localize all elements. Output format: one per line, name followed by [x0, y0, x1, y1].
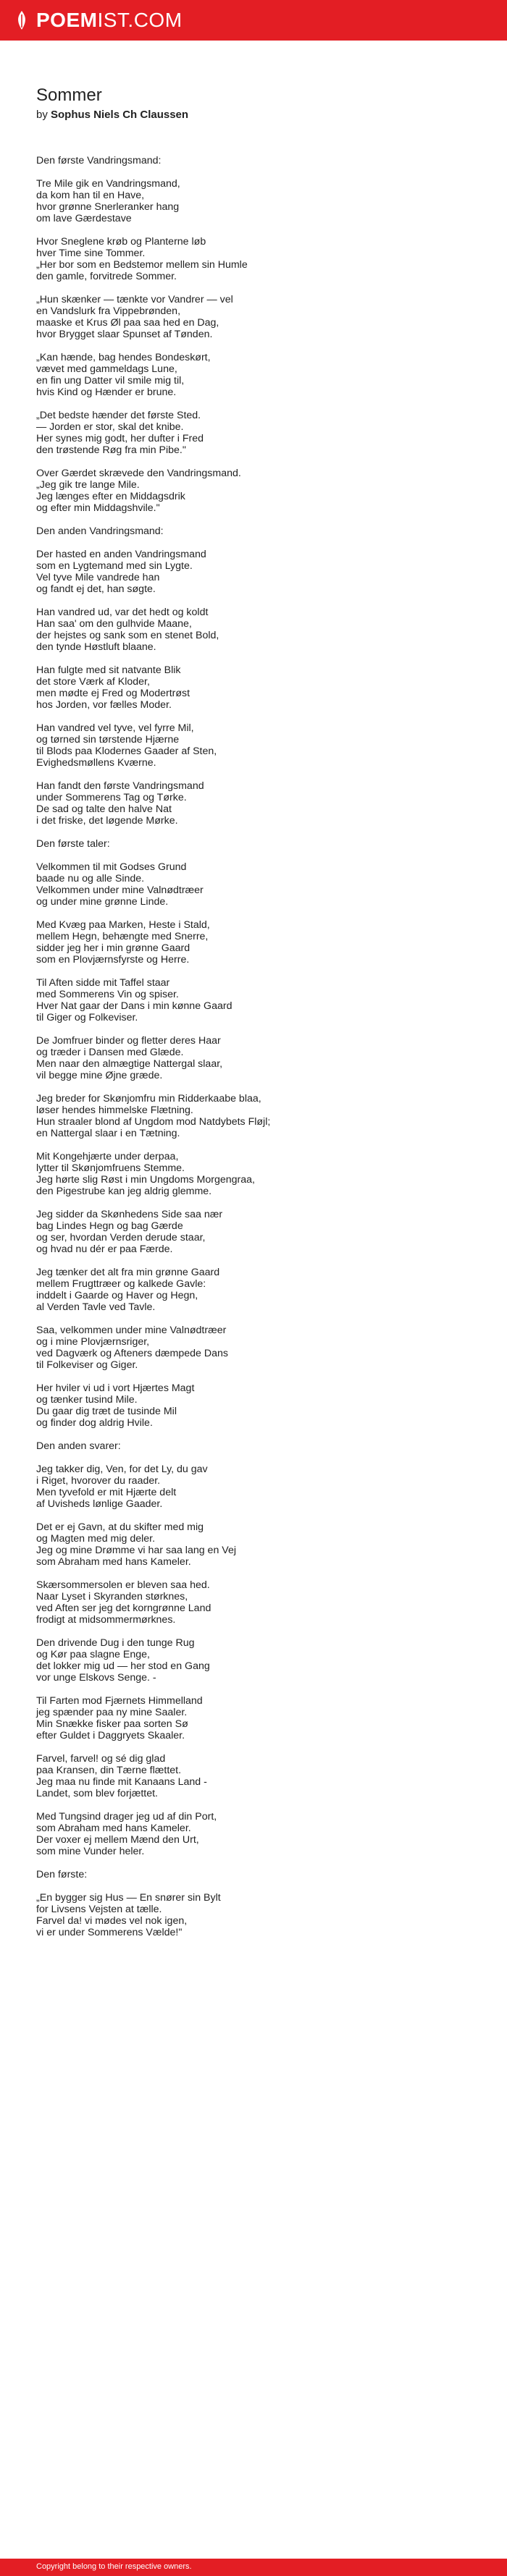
poem-line: Det er ej Gavn, at du skifter med mig: [36, 1521, 204, 1533]
poem-stanza: [36, 780, 471, 827]
poem-stanza: [36, 607, 471, 653]
poem-stanza: [36, 352, 471, 398]
poem-line: Jeg hørte slig Røst i min Ungdoms Morgengraa,: [36, 1174, 255, 1186]
poem-line: inddelt i Gaarde og Haver og Hegn,: [36, 1290, 198, 1301]
poem-stanza: [36, 1093, 471, 1139]
poem-line: til Blods paa Klodernes Gaader af Sten,: [36, 746, 217, 757]
poem-stanza: [36, 1035, 471, 1081]
poem-line: Min Snække fisker paa sorten Sø: [36, 1718, 188, 1730]
poem-stanza: [36, 1151, 471, 1197]
poem-line: Vel tyve Mile vandrede han: [36, 572, 160, 583]
poem-line: hvis Kind og Hænder er brune.: [36, 387, 177, 398]
poem-line: under Sommerens Tag og Tørke.: [36, 792, 187, 803]
poem-stanza: [36, 1811, 471, 1857]
poem-line: Med Tungsind drager jeg ud af din Port,: [36, 1811, 217, 1823]
poem-line: som mine Vunder heler.: [36, 1846, 145, 1857]
poem-line: Der hasted en anden Vandringsmand: [36, 549, 206, 560]
poem-line: Her hviler vi ud i vort Hjærtes Magt: [36, 1382, 195, 1394]
poem-stanza: [36, 1267, 471, 1313]
poem-line: baade nu og alle Sinde.: [36, 873, 145, 884]
poem-line: Men tyvefold er mit Hjærte delt: [36, 1487, 177, 1498]
poem-line: mellem Frugttræer og kalkede Gavle:: [36, 1278, 206, 1290]
poem-line: hvor Brygget slaar Spunset af Tønden.: [36, 329, 213, 340]
poem-line: som Abraham med hans Kameler.: [36, 1823, 191, 1834]
poem-stanza: [36, 1464, 471, 1510]
poem-line: Jeg tænker det alt fra min grønne Gaard: [36, 1267, 220, 1278]
poem-line: da kom han til en Have,: [36, 190, 145, 201]
poem-line: Jeg og mine Drømme vi har saa lang en Vej: [36, 1545, 236, 1556]
poem-line: „Hun skænker — tænkte vor Vandrer — vel: [36, 294, 233, 305]
poem-line: De sad og talte den halve Nat: [36, 803, 172, 815]
copyright-notice: Copyright belong to their respective owners.: [36, 2562, 192, 2571]
poem-line: „Her bor som en Bedstemor mellem sin Humle: [36, 259, 248, 271]
poem-line: og Kør paa slagne Enge,: [36, 1649, 150, 1660]
poem-line: hos Jorden, vor fælles Moder.: [36, 699, 172, 711]
poem-line: som en Lygtemand med sin Lygte.: [36, 560, 193, 572]
poem-line: Velkommen under mine Valnødtræer: [36, 884, 204, 896]
poem-line: Han saa' om den gulhvide Maane,: [36, 618, 192, 630]
poem-line: i Riget, hvorover du raader.: [36, 1475, 161, 1487]
poem-line: en fin ung Datter vil smile mig til,: [36, 375, 185, 387]
poem-line: Han fandt den første Vandringsmand: [36, 780, 204, 792]
poem-line: „Jeg gik tre lange Mile.: [36, 479, 140, 491]
poem-line: frodigt at midsommermørknes.: [36, 1614, 176, 1626]
site-logo[interactable]: [13, 9, 183, 32]
poem-byline: [36, 109, 188, 121]
poem-stanza: [36, 664, 471, 711]
poem-line: Hver Nat gaar der Dans i min kønne Gaard: [36, 1000, 232, 1012]
poem-line: Jeg breder for Skønjomfru min Ridderkaabe blaa,: [36, 1093, 261, 1105]
poem-line: Med Kvæg paa Marken, Heste i Stald,: [36, 919, 210, 931]
poem-line: Mit Kongehjærte under derpaa,: [36, 1151, 179, 1162]
poem-stanza: [36, 155, 471, 166]
poem-stanza: [36, 1325, 471, 1371]
byline-prefix: by: [36, 109, 51, 121]
poem-stanza: [36, 410, 471, 456]
poem-line: Den anden svarer:: [36, 1440, 121, 1452]
poem-stanza: [36, 1382, 471, 1429]
poem-line: den gamle, forvitrede Sommer.: [36, 271, 177, 282]
poem-line: Den drivende Dug i den tunge Rug: [36, 1637, 195, 1649]
poem-line: løser hendes himmelske Flætning.: [36, 1105, 193, 1116]
poem-line: Farvel da! vi mødes vel nok igen,: [36, 1915, 188, 1927]
poem-stanza: [36, 1869, 471, 1880]
poem-line: Jeg længes efter en Middagsdrik: [36, 491, 185, 502]
site-header: [0, 0, 507, 41]
poem-line: og træder i Dansen med Glæde.: [36, 1047, 184, 1058]
poem-line: Han fulgte med sit natvante Blik: [36, 664, 181, 676]
poem-line: Jeg sidder da Skønhedens Side saa nær: [36, 1209, 223, 1220]
poem-line: paa Kransen, din Tærne flættet.: [36, 1765, 182, 1776]
poem-line: Farvel, farvel! og sé dig glad: [36, 1753, 166, 1765]
poem-line: De Jomfruer binder og fletter deres Haar: [36, 1035, 221, 1047]
poem-line: den trøstende Røg fra min Pibe.": [36, 444, 186, 456]
poem-line: Her synes mig godt, her dufter i Fred: [36, 433, 204, 444]
poem-line: „Det bedste hænder det første Sted.: [36, 410, 201, 421]
poem-stanza: [36, 525, 471, 537]
poem-line: det store Værk af Kloder,: [36, 676, 150, 688]
poem-line: Den første Vandringsmand:: [36, 155, 162, 166]
poem-stanza: [36, 468, 471, 514]
poem-line: Den anden Vandringsmand:: [36, 525, 164, 537]
poem-line: den tynde Høstluft blaane.: [36, 641, 156, 653]
logo-wordmark-bold: POEM: [36, 9, 98, 31]
poem-line: hver Time sine Tommer.: [36, 248, 146, 259]
poem-stanza: [36, 977, 471, 1023]
poem-line: — Jorden er stor, skal det knibe.: [36, 421, 184, 433]
poem-stanza: [36, 1209, 471, 1255]
poem-line: vor unge Elskovs Senge. -: [36, 1672, 156, 1684]
poem-line: efter Guldet i Daggryets Skaaler.: [36, 1730, 185, 1741]
poem-line: af Uvisheds lønlige Gaader.: [36, 1498, 163, 1510]
poem-line: og hvad nu dér er paa Færde.: [36, 1243, 173, 1255]
poem-line: maaske et Krus Øl paa saa hed en Dag,: [36, 317, 219, 329]
poem-line: Over Gærdet skrævede den Vandringsmand.: [36, 468, 241, 479]
poem-line: hvor grønne Snerleranker hang: [36, 201, 180, 213]
poem-line: Skærsommersolen er bleven saa hed.: [36, 1579, 210, 1591]
poem-line: til Giger og Folkeviser.: [36, 1012, 138, 1023]
poem-line: Den første:: [36, 1869, 88, 1880]
poem-line: og Magten med mig deler.: [36, 1533, 156, 1545]
poem-stanza: [36, 236, 471, 282]
poem-line: al Verden Tavle ved Tavle.: [36, 1301, 156, 1313]
poem-line: Tre Mile gik en Vandringsmand,: [36, 178, 180, 190]
poem-line: som Abraham med hans Kameler.: [36, 1556, 191, 1568]
poem-stanza: [36, 722, 471, 769]
poem-line: Jeg maa nu finde mit Kanaans Land -: [36, 1776, 207, 1788]
poem-line: Men naar den almægtige Nattergal slaar,: [36, 1058, 223, 1070]
poem-line: vil begge mine Øjne græde.: [36, 1070, 163, 1081]
poem-stanza: [36, 1637, 471, 1684]
poem-line: mellem Hegn, behængte med Snerre,: [36, 931, 209, 942]
poem-line: jeg spænder paa ny mine Saaler.: [36, 1707, 188, 1718]
poem-line: og tænker tusind Mile.: [36, 1394, 138, 1406]
poem-line: „En bygger sig Hus — En snører sin Bylt: [36, 1892, 221, 1904]
author-link[interactable]: Sophus Niels Ch Claussen: [51, 109, 189, 121]
poem-stanza: [36, 1440, 471, 1452]
poem-line: vi er under Sommerens Vælde!": [36, 1927, 183, 1938]
poem-stanza: [36, 549, 471, 595]
poem-line: Velkommen til mit Godses Grund: [36, 861, 187, 873]
poem-stanza: [36, 838, 471, 850]
poem-stanza: [36, 1579, 471, 1626]
poem-line: bag Lindes Hegn og bag Gærde: [36, 1220, 183, 1232]
poem-line: Naar Lyset i Skyranden størknes,: [36, 1591, 188, 1602]
poem-line: om lave Gærdestave: [36, 213, 132, 224]
poem-line: og finder dog aldrig Hvile.: [36, 1417, 153, 1429]
poem-line: men mødte ej Fred og Modertrøst: [36, 688, 190, 699]
poem-stanza: [36, 861, 471, 908]
poem-line: for Livsens Vejsten at tælle.: [36, 1904, 162, 1915]
poem-stanza: [36, 178, 471, 224]
poem-line: Der voxer ej mellem Mænd den Urt,: [36, 1834, 199, 1846]
poem-line: Han vandred ud, var det hedt og koldt: [36, 607, 209, 618]
poem-line: sidder jeg her i min grønne Gaard: [36, 942, 190, 954]
poem-line: den Pigestrube kan jeg aldrig glemme.: [36, 1186, 212, 1197]
poem-body: [36, 155, 471, 1950]
poem-line: Den første taler:: [36, 838, 110, 850]
poem-line: og i mine Plovjærnsriger,: [36, 1336, 150, 1348]
poem-line: Han vandred vel tyve, vel fyrre Mil,: [36, 722, 194, 734]
poem-line: med Sommerens Vin og spiser.: [36, 989, 179, 1000]
poem-line: Evighedsmøllens Kværne.: [36, 757, 156, 769]
poem-line: som en Plovjærnsfyrste og Herre.: [36, 954, 190, 966]
poem-line: Til Aften sidde mit Taffel staar: [36, 977, 170, 989]
poem-stanza: [36, 1753, 471, 1799]
poem-stanza: [36, 1892, 471, 1938]
poem-line: og ser, hvordan Verden derude staar,: [36, 1232, 206, 1243]
poem-line: Jeg takker dig, Ven, for det Ly, du gav: [36, 1464, 208, 1475]
poem-line: og under mine grønne Linde.: [36, 896, 169, 908]
poem-line: en Nattergal slaar i en Tætning.: [36, 1128, 180, 1139]
poem-stanza: [36, 1521, 471, 1568]
poem-line: og fandt ej det, han søgte.: [36, 583, 156, 595]
poem-line: Hun straaler blond af Ungdom mod Natdybets Fløjl;: [36, 1116, 271, 1128]
poem-line: det lokker mig ud — her stod en Gang: [36, 1660, 210, 1672]
poem-line: „Kan hænde, bag hendes Bondeskørt,: [36, 352, 211, 363]
poem-line: i det friske, det løgende Mørke.: [36, 815, 178, 827]
poem-line: Landet, som blev forjættet.: [36, 1788, 158, 1799]
poem-line: Til Farten mod Fjærnets Himmelland: [36, 1695, 203, 1707]
poem-line: ved Dagværk og Afteners dæmpede Dans: [36, 1348, 228, 1359]
poem-line: der hejstes og sank som en stenet Bold,: [36, 630, 219, 641]
quill-icon: [13, 10, 30, 30]
poem-stanza: [36, 919, 471, 966]
poem-line: Du gaar dig træt de tusinde Mil: [36, 1406, 177, 1417]
poem-stanza: [36, 294, 471, 340]
poem-line: ved Aften ser jeg det korngrønne Land: [36, 1602, 211, 1614]
poem-line: og tørned sin tørstende Hjærne: [36, 734, 180, 746]
poem-line: lytter til Skønjomfruens Stemme.: [36, 1162, 185, 1174]
poem-stanza: [36, 1695, 471, 1741]
poem-line: og efter min Middagshvile.": [36, 502, 160, 514]
poem-line: Hvor Sneglene krøb og Planterne løb: [36, 236, 206, 248]
logo-wordmark-light: IST.COM: [97, 9, 183, 31]
logo-wordmark: [36, 9, 183, 32]
poem-line: til Folkeviser og Giger.: [36, 1359, 138, 1371]
poem-line: vævet med gammeldags Lune,: [36, 363, 177, 375]
poem-title: Sommer: [36, 85, 102, 105]
poem-line: Saa, velkommen under mine Valnødtræer: [36, 1325, 227, 1336]
poem-line: en Vandslurk fra Vippebrønden,: [36, 305, 181, 317]
site-footer: [0, 2559, 507, 2576]
